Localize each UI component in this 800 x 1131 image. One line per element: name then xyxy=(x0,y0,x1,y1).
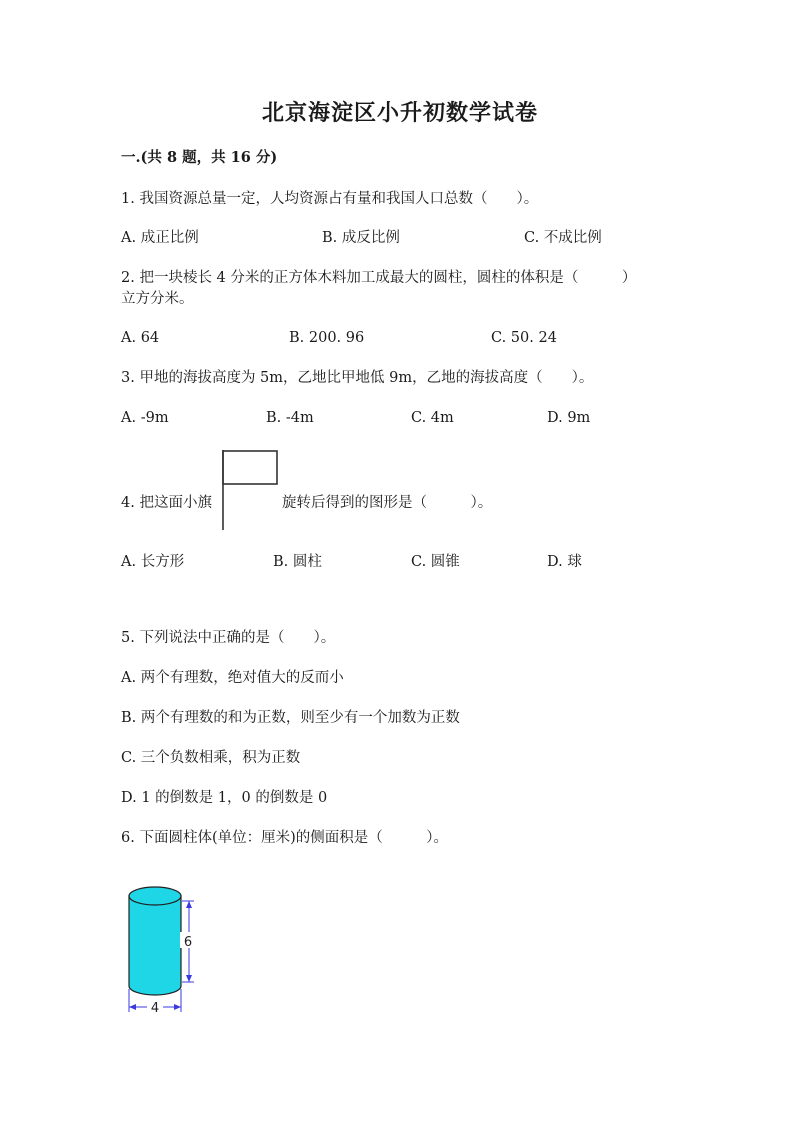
q5-option-b: B. 两个有理数的和为正数，则至少有一个加数为正数 xyxy=(121,710,460,726)
q4-option-a: A. 长方形 xyxy=(121,554,185,570)
q4-option-d: D. 球 xyxy=(547,554,582,570)
q3-option-d: D. 9m xyxy=(547,410,591,426)
q1-option-b: B. 成反比例 xyxy=(322,230,400,246)
section-header: 一.(共 8 题，共 16 分) xyxy=(121,149,278,166)
q4-option-c: C. 圆锥 xyxy=(411,554,460,570)
question-2-line-2: 立方分米。 xyxy=(121,291,194,307)
question-3: 3. 甲地的海拔高度为 5m，乙地比甲地低 9m，乙地的海拔高度（ ）。 xyxy=(121,370,594,386)
q3-option-b: B. -4m xyxy=(266,410,314,426)
q5-option-a: A. 两个有理数，绝对值大的反而小 xyxy=(121,670,344,686)
q2-option-b: B. 200. 96 xyxy=(289,330,365,346)
page-title: 北京海淀区小升初数学试卷 xyxy=(261,100,538,126)
cylinder-body xyxy=(129,896,181,995)
cylinder-top xyxy=(129,887,181,905)
q3-option-c: C. 4m xyxy=(411,410,454,426)
flag-cloth xyxy=(223,451,277,484)
cylinder-figure xyxy=(120,876,210,1016)
q1-option-a: A. 成正比例 xyxy=(121,230,199,246)
q4-option-b: B. 圆柱 xyxy=(273,554,322,570)
q2-option-c: C. 50. 24 xyxy=(491,330,557,346)
diameter-label: 4 xyxy=(150,1001,160,1016)
question-2-line-1: 2. 把一块棱长 4 分米的正方体木料加工成最大的圆柱，圆柱的体积是（ ） xyxy=(121,270,637,286)
question-1: 1. 我国资源总量一定，人均资源占有量和我国人口总数（ ）。 xyxy=(121,191,539,207)
q3-option-a: A. -9m xyxy=(121,410,169,426)
question-4-after: 旋转后得到的图形是（ ）。 xyxy=(282,495,493,511)
question-4-before: 4. 把这面小旗 xyxy=(121,495,212,511)
flag-figure xyxy=(218,448,282,532)
q1-option-c: C. 不成比例 xyxy=(524,230,602,246)
q2-option-a: A. 64 xyxy=(121,330,160,346)
q5-option-d: D. 1 的倒数是 1，0 的倒数是 0 xyxy=(121,790,328,806)
q5-option-c: C. 三个负数相乘，积为正数 xyxy=(121,750,301,766)
height-label: 6 xyxy=(183,935,193,950)
question-6: 6. 下面圆柱体(单位：厘米)的侧面积是（ ）。 xyxy=(121,830,449,846)
question-5: 5. 下列说法中正确的是（ ）。 xyxy=(121,630,336,646)
